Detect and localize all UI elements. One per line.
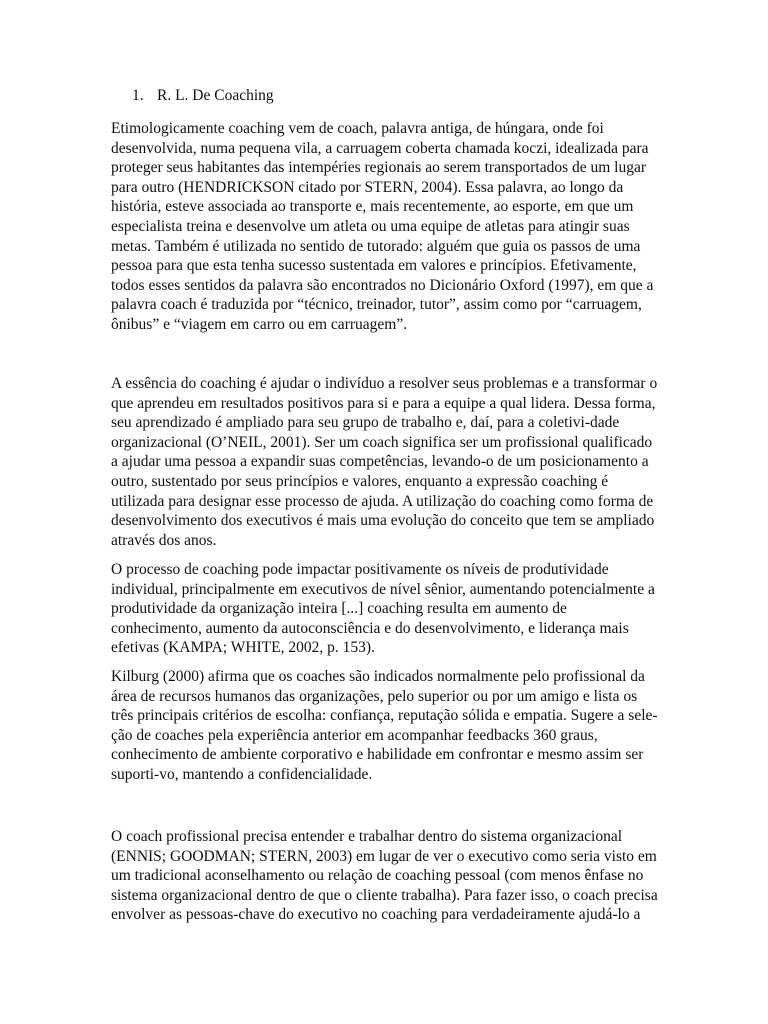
- text-line: desenvolvida, numa pequena vila, a carruagem coberta chamada koczi, idealizada para: [111, 139, 649, 157]
- text-line: O coach profissional precisa entender e trabalhar dentro do sistema organizacional: [111, 828, 623, 845]
- text-line: suporti-vo, mantendo a confidencialidade.: [111, 765, 373, 783]
- text-line: um tradicional aconselhamento ou relação de coaching pessoal (com menos ênfase no: [111, 867, 644, 885]
- text-line: conhecimento, aumento da autoconsciência e do desenvolvimento, e liderança mais: [111, 619, 629, 637]
- text-line: todos esses sentidos da palavra são encontrados no Dicionário Oxford (1997), em que a: [111, 276, 654, 294]
- text-line: metas. Também é utilizada no sentido de tutorado: alguém que guia os passos de uma: [111, 237, 641, 255]
- text-line: O processo de coaching pode impactar positivamente os níveis de produtividade: [111, 561, 609, 578]
- text-line: proteger seus habitantes das intempéries regionais ao serem transportados de um lugar: [111, 159, 647, 177]
- section-number: 1.: [132, 87, 144, 104]
- text-line: palavra coach é traduzida por “técnico, treinador, tutor”, assim como por “carruagem,: [111, 296, 642, 314]
- text-line: sistema organizacional dentro de que o cliente trabalha). Para fazer isso, o coach precisa: [111, 886, 658, 904]
- paragraph-essence: [111, 374, 661, 550]
- text-line: três principais critérios de escolha: confiança, reputação sólida e empatia. Sugere a sele-: [111, 707, 658, 725]
- text-line: área de recursos humanos das organizações, pelo superior ou por um amigo e lista os: [111, 687, 638, 705]
- text-line: desenvolvimento dos executivos é mais uma evolução do conceito que tem se ampliado: [111, 512, 655, 530]
- paragraph-organizational-system: [111, 827, 661, 925]
- text-line: pessoa para que esta tenha sucesso sustentada em valores e princípios. Efetivamente,: [111, 257, 637, 275]
- paragraph-kilburg: [111, 667, 661, 785]
- text-line: Kilburg (2000) afirma que os coaches são indicados normalmente pelo profissional da: [111, 668, 645, 685]
- text-line: para outro (HENDRICKSON citado por STERN, 2004). Essa palavra, ao longo da: [111, 178, 624, 196]
- text-line: organizacional (O’NEIL, 2001). Ser um coach significa ser um profissional qualificado: [111, 433, 653, 451]
- text-line: Etimologicamente coaching vem de coach, palavra antiga, de húngara, onde foi: [111, 120, 604, 137]
- text-line: a ajudar uma pessoa a expandir suas competências, levando-o de um posicionamento a: [111, 453, 649, 471]
- text-line: ção de coaches pela experiência anterior em acompanhar feedbacks 360 graus,: [111, 726, 598, 744]
- text-line: produtividade da organização inteira [...] coaching resulta em aumento de: [111, 600, 567, 618]
- text-line: conhecimento de ambiente corporativo e habilidade em confrontar e mesmo assim ser: [111, 746, 644, 764]
- text-line: seu aprendizado é ampliado para seu grupo de trabalho e, daí, para a coletivi-dade: [111, 414, 620, 432]
- text-line: especialista treina e desenvolve um atleta ou uma equipe de atletas para atingir suas: [111, 217, 630, 235]
- text-line: história, esteve associada ao transporte e, mais recentemente, ao esporte, em que um: [111, 198, 634, 216]
- text-line: individual, principalmente em executivos de nível sênior, aumentando potencialmente a: [111, 580, 655, 598]
- text-line: efetivas (KAMPA; WHITE, 2002, p. 153).: [111, 639, 375, 657]
- text-line: utilizada para designar esse processo de ajuda. A utilização do coaching como forma de: [111, 492, 654, 510]
- paragraph-productivity: [111, 560, 661, 658]
- paragraph-etymology: [111, 119, 661, 335]
- text-line: através dos anos.: [111, 531, 217, 549]
- text-line: envolver as pessoas-chave do executivo no coaching para verdadeiramente ajudá-lo a: [111, 906, 641, 924]
- text-line: ônibus” e “viagem em carro ou em carruagem”.: [111, 315, 408, 333]
- section-heading: [132, 86, 274, 106]
- text-line: A essência do coaching é ajudar o indivíduo a resolver seus problemas e a transformar o: [111, 375, 658, 392]
- section-title: R. L. De Coaching: [157, 87, 274, 104]
- text-line: que aprendeu em resultados positivos para si e para a equipe a qual lidera. Dessa forma,: [111, 394, 656, 412]
- text-line: (ENNIS; GOODMAN; STERN, 2003) em lugar de ver o executivo como seria visto em: [111, 847, 657, 865]
- text-line: outro, sustentado por seus princípios e valores, enquanto a expressão coaching é: [111, 472, 609, 490]
